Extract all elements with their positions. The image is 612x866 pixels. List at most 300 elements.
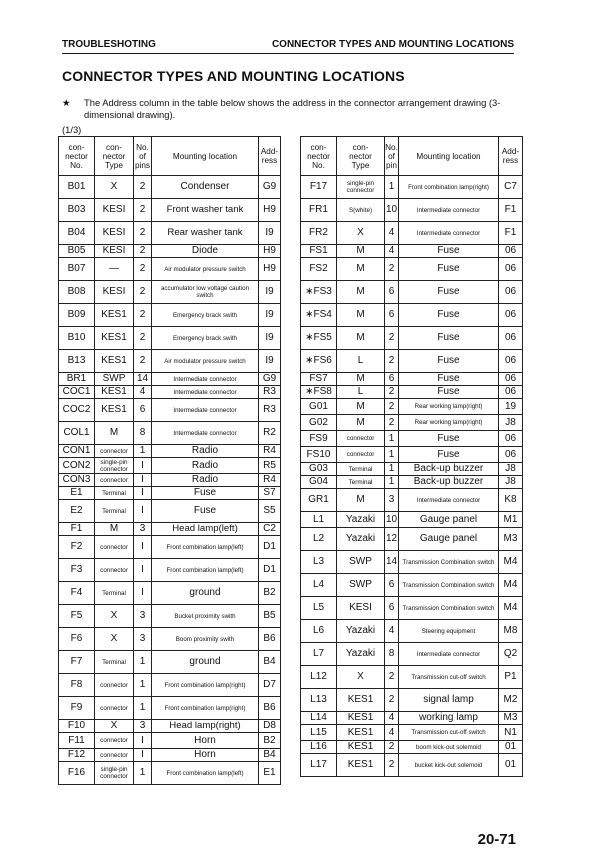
connector-no: B09 bbox=[59, 304, 95, 327]
pin-count: 2 bbox=[134, 176, 152, 199]
connector-no: G01 bbox=[301, 399, 337, 415]
mounting-location: Bucket proximity swith bbox=[152, 605, 259, 628]
connector-type: Terminal bbox=[95, 487, 134, 500]
table-row bbox=[59, 399, 281, 422]
pin-count: 6 bbox=[385, 373, 399, 386]
connector-no: L14 bbox=[301, 712, 337, 725]
connector-no: B05 bbox=[59, 245, 95, 258]
connector-no: CON3 bbox=[59, 474, 95, 487]
pin-count: 10 bbox=[385, 512, 399, 528]
pin-count: I bbox=[134, 474, 152, 487]
table-row bbox=[59, 582, 281, 605]
pin-count: 14 bbox=[134, 373, 152, 386]
connector-no: CON1 bbox=[59, 445, 95, 458]
address: 06 bbox=[499, 350, 523, 373]
connector-type: connector bbox=[95, 697, 134, 720]
pin-count: 3 bbox=[134, 720, 152, 733]
connector-no: E1 bbox=[59, 487, 95, 500]
connector-type: KESI bbox=[95, 245, 134, 258]
connector-no: GR1 bbox=[301, 489, 337, 512]
col-address: Add- ress bbox=[499, 137, 523, 176]
col-mounting-location: Mounting location bbox=[399, 137, 499, 176]
mounting-location: Intermediate connector bbox=[152, 386, 259, 399]
address: 06 bbox=[499, 258, 523, 281]
table-row bbox=[301, 281, 523, 304]
table-row bbox=[301, 666, 523, 689]
connector-type: X bbox=[95, 176, 134, 199]
address: S5 bbox=[259, 500, 281, 523]
pin-count: 1 bbox=[385, 176, 399, 199]
mounting-location: Boom proximity swith bbox=[152, 628, 259, 651]
table-row bbox=[59, 762, 281, 785]
connector-type: X bbox=[337, 222, 385, 245]
mounting-location: signal lamp bbox=[399, 689, 499, 712]
address: M1 bbox=[499, 512, 523, 528]
address: 06 bbox=[499, 386, 523, 399]
connector-type: L bbox=[337, 386, 385, 399]
connector-type: KES1 bbox=[337, 689, 385, 712]
note-text: The Address column in the table below shows the address in the connector arrangement drawing (3-dimensional drawing). bbox=[84, 97, 501, 120]
pin-count: I bbox=[134, 733, 152, 749]
table-row bbox=[59, 327, 281, 350]
connector-no: ∗FS6 bbox=[301, 350, 337, 373]
mounting-location: Air modulator pressure switch bbox=[152, 258, 259, 281]
mounting-location: accumulator low voltage caution switch bbox=[152, 281, 259, 304]
connector-no: B13 bbox=[59, 350, 95, 373]
address: 06 bbox=[499, 431, 523, 447]
mounting-location: Intermediate connector bbox=[152, 422, 259, 445]
pin-count: 2 bbox=[385, 754, 399, 777]
connector-type: Terminal bbox=[337, 463, 385, 476]
connector-no: COC1 bbox=[59, 386, 95, 399]
mounting-location: Head lamp(left) bbox=[152, 523, 259, 536]
connector-no: FR1 bbox=[301, 199, 337, 222]
mounting-location: Front combination lamp(left) bbox=[152, 559, 259, 582]
table-row bbox=[59, 605, 281, 628]
mounting-location: Front washer tank bbox=[152, 199, 259, 222]
connector-no: L3 bbox=[301, 551, 337, 574]
mounting-location: Fuse bbox=[399, 373, 499, 386]
table-row bbox=[59, 500, 281, 523]
mounting-location: Air modulator pressure switch bbox=[152, 350, 259, 373]
connector-no: FS7 bbox=[301, 373, 337, 386]
connector-type: single-pin connector bbox=[337, 176, 385, 199]
col-connector-no: con- nector No. bbox=[301, 137, 337, 176]
connector-type: Terminal bbox=[95, 651, 134, 674]
table-row bbox=[301, 258, 523, 281]
table-row bbox=[301, 551, 523, 574]
pin-count: 2 bbox=[134, 327, 152, 350]
address: 06 bbox=[499, 373, 523, 386]
connector-no: F7 bbox=[59, 651, 95, 674]
address: 06 bbox=[499, 447, 523, 463]
table-row bbox=[59, 281, 281, 304]
pin-count: 1 bbox=[385, 431, 399, 447]
table-row bbox=[59, 176, 281, 199]
connector-table-left bbox=[58, 136, 281, 785]
connector-no: F8 bbox=[59, 674, 95, 697]
table-row bbox=[301, 199, 523, 222]
connector-no: F6 bbox=[59, 628, 95, 651]
table-row bbox=[59, 523, 281, 536]
address: B5 bbox=[259, 605, 281, 628]
connector-type: Yazaki bbox=[337, 643, 385, 666]
pin-count: 2 bbox=[385, 386, 399, 399]
connector-type: connector bbox=[95, 733, 134, 749]
connector-type: KES1 bbox=[95, 399, 134, 422]
table-row bbox=[301, 754, 523, 777]
mounting-location: Front combination lamp(left) bbox=[152, 536, 259, 559]
table-row bbox=[301, 725, 523, 741]
connector-no: FS1 bbox=[301, 245, 337, 258]
connector-type: Terminal bbox=[95, 582, 134, 605]
address: D7 bbox=[259, 674, 281, 697]
mounting-location: Front combination lamp(right) bbox=[152, 674, 259, 697]
address: M3 bbox=[499, 528, 523, 551]
mounting-location: Intermediate connector bbox=[152, 399, 259, 422]
pin-count: 2 bbox=[134, 222, 152, 245]
col-connector-no: con- nector No. bbox=[59, 137, 95, 176]
connector-type: KES1 bbox=[95, 350, 134, 373]
table-header-row bbox=[59, 137, 281, 176]
connector-no: L15 bbox=[301, 725, 337, 741]
table-row bbox=[301, 643, 523, 666]
connector-no: F5 bbox=[59, 605, 95, 628]
table-row bbox=[59, 445, 281, 458]
address: R2 bbox=[259, 422, 281, 445]
page-number: 20-71 bbox=[477, 831, 516, 848]
pin-count: 1 bbox=[134, 445, 152, 458]
pin-count: 4 bbox=[134, 386, 152, 399]
connector-type: X bbox=[95, 628, 134, 651]
connector-no: F1 bbox=[59, 523, 95, 536]
table-row bbox=[59, 559, 281, 582]
connector-type: connector bbox=[337, 447, 385, 463]
mounting-location: Steering equipment bbox=[399, 620, 499, 643]
connector-type: connector bbox=[95, 559, 134, 582]
connector-no: F3 bbox=[59, 559, 95, 582]
table-row bbox=[301, 447, 523, 463]
mounting-location: Fuse bbox=[399, 258, 499, 281]
pin-count: 8 bbox=[134, 422, 152, 445]
connector-type: S(white) bbox=[337, 199, 385, 222]
col-pins: No. of pins bbox=[134, 137, 152, 176]
table-row bbox=[301, 741, 523, 754]
pin-count: 4 bbox=[385, 725, 399, 741]
address: R4 bbox=[259, 474, 281, 487]
connector-type: Yazaki bbox=[337, 512, 385, 528]
col-connector-type: con- nector Type bbox=[337, 137, 385, 176]
pin-count: 8 bbox=[385, 643, 399, 666]
address: I9 bbox=[259, 222, 281, 245]
connector-no: F9 bbox=[59, 697, 95, 720]
connector-type: KES1 bbox=[337, 754, 385, 777]
address: I9 bbox=[259, 304, 281, 327]
mounting-location: ground bbox=[152, 582, 259, 605]
page-header bbox=[62, 37, 514, 54]
connector-table-right bbox=[300, 136, 523, 777]
col-address: Add- ress bbox=[259, 137, 281, 176]
connector-no: L13 bbox=[301, 689, 337, 712]
connector-no: B07 bbox=[59, 258, 95, 281]
mounting-location: Horn bbox=[152, 749, 259, 762]
table-row bbox=[301, 597, 523, 620]
table-row bbox=[301, 304, 523, 327]
connector-no: B04 bbox=[59, 222, 95, 245]
connector-type: Terminal bbox=[337, 476, 385, 489]
pin-count: 2 bbox=[385, 399, 399, 415]
table-row bbox=[301, 574, 523, 597]
mounting-location: Transmission cut-off switch bbox=[399, 666, 499, 689]
pin-count: 12 bbox=[385, 528, 399, 551]
table-row bbox=[59, 199, 281, 222]
address: H9 bbox=[259, 199, 281, 222]
mounting-location: Fuse bbox=[399, 327, 499, 350]
pin-count: 4 bbox=[385, 712, 399, 725]
connector-type: connector bbox=[95, 445, 134, 458]
table-row bbox=[301, 350, 523, 373]
address: 06 bbox=[499, 281, 523, 304]
table-row bbox=[59, 474, 281, 487]
mounting-location: ground bbox=[152, 651, 259, 674]
connector-type: M bbox=[337, 304, 385, 327]
mounting-location: Back-up buzzer bbox=[399, 463, 499, 476]
pin-count: 1 bbox=[134, 674, 152, 697]
connector-no: L16 bbox=[301, 741, 337, 754]
address: M2 bbox=[499, 689, 523, 712]
address: C7 bbox=[499, 176, 523, 199]
connector-no: FS9 bbox=[301, 431, 337, 447]
address: M4 bbox=[499, 551, 523, 574]
table-row bbox=[59, 373, 281, 386]
table-row bbox=[59, 245, 281, 258]
address: M8 bbox=[499, 620, 523, 643]
pin-count: I bbox=[134, 500, 152, 523]
connector-no: ∗FS8 bbox=[301, 386, 337, 399]
address: 01 bbox=[499, 741, 523, 754]
table-row bbox=[301, 373, 523, 386]
mounting-location: Radio bbox=[152, 445, 259, 458]
table-row bbox=[59, 422, 281, 445]
mounting-location: Rear washer tank bbox=[152, 222, 259, 245]
address: 06 bbox=[499, 304, 523, 327]
address: N1 bbox=[499, 725, 523, 741]
mounting-location: Intermediate connector bbox=[399, 199, 499, 222]
connector-type: KES1 bbox=[95, 327, 134, 350]
table-row bbox=[301, 689, 523, 712]
table-row bbox=[59, 697, 281, 720]
address: R4 bbox=[259, 445, 281, 458]
connector-type: — bbox=[95, 258, 134, 281]
pin-count: I bbox=[134, 487, 152, 500]
pin-count: I bbox=[134, 582, 152, 605]
pin-count: 4 bbox=[385, 222, 399, 245]
address: R5 bbox=[259, 458, 281, 474]
connector-type: Terminal bbox=[95, 500, 134, 523]
mounting-location: Front combination lamp(right) bbox=[399, 176, 499, 199]
connector-type: KESI bbox=[337, 597, 385, 620]
address: B6 bbox=[259, 628, 281, 651]
connector-type: M bbox=[337, 327, 385, 350]
address: R3 bbox=[259, 399, 281, 422]
connector-type: connector bbox=[95, 749, 134, 762]
address: F1 bbox=[499, 222, 523, 245]
mounting-location: Radio bbox=[152, 458, 259, 474]
mounting-location: Fuse bbox=[399, 304, 499, 327]
address: D1 bbox=[259, 559, 281, 582]
star-icon: ★ bbox=[62, 97, 71, 108]
address: G9 bbox=[259, 373, 281, 386]
connector-no: F11 bbox=[59, 733, 95, 749]
address: I9 bbox=[259, 350, 281, 373]
table-row bbox=[301, 431, 523, 447]
address: M4 bbox=[499, 597, 523, 620]
table-row bbox=[59, 749, 281, 762]
pin-count: 2 bbox=[385, 350, 399, 373]
pin-count: 3 bbox=[385, 489, 399, 512]
connector-no: F16 bbox=[59, 762, 95, 785]
address: B4 bbox=[259, 749, 281, 762]
mounting-location: Head lamp(right) bbox=[152, 720, 259, 733]
table-row bbox=[59, 733, 281, 749]
pin-count: I bbox=[134, 559, 152, 582]
connector-type: connector bbox=[337, 431, 385, 447]
address: J8 bbox=[499, 415, 523, 431]
address: I9 bbox=[259, 327, 281, 350]
table-row bbox=[59, 350, 281, 373]
table-row bbox=[59, 720, 281, 733]
connector-no: E2 bbox=[59, 500, 95, 523]
col-pins: No. of pin bbox=[385, 137, 399, 176]
address: H9 bbox=[259, 245, 281, 258]
connector-no: G02 bbox=[301, 415, 337, 431]
connector-no: G04 bbox=[301, 476, 337, 489]
connector-no: F2 bbox=[59, 536, 95, 559]
connector-no: F17 bbox=[301, 176, 337, 199]
connector-type: KESI bbox=[95, 281, 134, 304]
table-row bbox=[59, 651, 281, 674]
table-row bbox=[301, 399, 523, 415]
table-row bbox=[301, 528, 523, 551]
address: J8 bbox=[499, 476, 523, 489]
table-header-row bbox=[301, 137, 523, 176]
address: M4 bbox=[499, 574, 523, 597]
table-row bbox=[301, 489, 523, 512]
connector-type: SWP bbox=[337, 551, 385, 574]
mounting-location: Fuse bbox=[152, 487, 259, 500]
connector-no: ∗FS3 bbox=[301, 281, 337, 304]
pin-count: 6 bbox=[134, 399, 152, 422]
connector-type: Yazaki bbox=[337, 528, 385, 551]
mounting-location: Fuse bbox=[399, 245, 499, 258]
connector-no: ∗FS4 bbox=[301, 304, 337, 327]
pin-count: 2 bbox=[385, 689, 399, 712]
connector-type: connector bbox=[95, 536, 134, 559]
connector-type: M bbox=[337, 415, 385, 431]
mounting-location: Transmission Combination switch bbox=[399, 574, 499, 597]
connector-type: M bbox=[337, 245, 385, 258]
mounting-location: Transmission cut-off switch bbox=[399, 725, 499, 741]
header-section: TROUBLESHOTING bbox=[62, 39, 156, 50]
table-row bbox=[59, 222, 281, 245]
connector-type: M bbox=[95, 523, 134, 536]
address: H9 bbox=[259, 258, 281, 281]
pin-count: 6 bbox=[385, 304, 399, 327]
address: Q2 bbox=[499, 643, 523, 666]
col-connector-type: con- nector Type bbox=[95, 137, 134, 176]
table-row bbox=[59, 258, 281, 281]
address: I9 bbox=[259, 281, 281, 304]
connector-type: Yazaki bbox=[337, 620, 385, 643]
pin-count: 10 bbox=[385, 199, 399, 222]
connector-no: L12 bbox=[301, 666, 337, 689]
connector-type: single-pin connector bbox=[95, 458, 134, 474]
table-row bbox=[59, 628, 281, 651]
mounting-location: Rear working lamp(right) bbox=[399, 415, 499, 431]
connector-no: G03 bbox=[301, 463, 337, 476]
connector-type: X bbox=[337, 666, 385, 689]
connector-no: L1 bbox=[301, 512, 337, 528]
table-row bbox=[301, 386, 523, 399]
address: B2 bbox=[259, 733, 281, 749]
address: F1 bbox=[499, 199, 523, 222]
connector-type: L bbox=[337, 350, 385, 373]
mounting-location: Rear working lamp(right) bbox=[399, 399, 499, 415]
mounting-location: Front combination lamp(right) bbox=[152, 697, 259, 720]
connector-no: ∗FS5 bbox=[301, 327, 337, 350]
connector-no: BR1 bbox=[59, 373, 95, 386]
connector-type: M bbox=[337, 281, 385, 304]
address: D1 bbox=[259, 536, 281, 559]
address-note bbox=[62, 97, 532, 121]
mounting-location: Fuse bbox=[399, 386, 499, 399]
page-count: (1/3) bbox=[62, 124, 82, 135]
connector-no: F12 bbox=[59, 749, 95, 762]
pin-count: 2 bbox=[134, 199, 152, 222]
table-row bbox=[301, 176, 523, 199]
mounting-location: Front combination lamp(left) bbox=[152, 762, 259, 785]
mounting-location: Intermediate connector bbox=[399, 222, 499, 245]
mounting-location: Fuse bbox=[399, 350, 499, 373]
connector-no: COL1 bbox=[59, 422, 95, 445]
table-row bbox=[59, 674, 281, 697]
table-row bbox=[301, 463, 523, 476]
pin-count: 2 bbox=[385, 327, 399, 350]
table-row bbox=[301, 476, 523, 489]
pin-count: 2 bbox=[134, 350, 152, 373]
header-chapter: CONNECTOR TYPES AND MOUNTING LOCATIONS bbox=[271, 39, 514, 50]
address: 01 bbox=[499, 754, 523, 777]
connector-type: connector bbox=[95, 474, 134, 487]
mounting-location: bucket kick-out solemoid bbox=[399, 754, 499, 777]
connector-type: KESI bbox=[95, 222, 134, 245]
connector-no: CON2 bbox=[59, 458, 95, 474]
connector-no: FR2 bbox=[301, 222, 337, 245]
connector-type: connector bbox=[95, 674, 134, 697]
table-row bbox=[301, 327, 523, 350]
table-row bbox=[301, 245, 523, 258]
pin-count: 3 bbox=[134, 628, 152, 651]
pin-count: 2 bbox=[134, 281, 152, 304]
table-row bbox=[59, 304, 281, 327]
mounting-location: Condenser bbox=[152, 176, 259, 199]
mounting-location: boom kick-out solemoid bbox=[399, 741, 499, 754]
table-row bbox=[59, 386, 281, 399]
connector-type: M bbox=[337, 489, 385, 512]
pin-count: I bbox=[134, 536, 152, 559]
connector-type: X bbox=[95, 605, 134, 628]
col-mounting-location: Mounting location bbox=[152, 137, 259, 176]
